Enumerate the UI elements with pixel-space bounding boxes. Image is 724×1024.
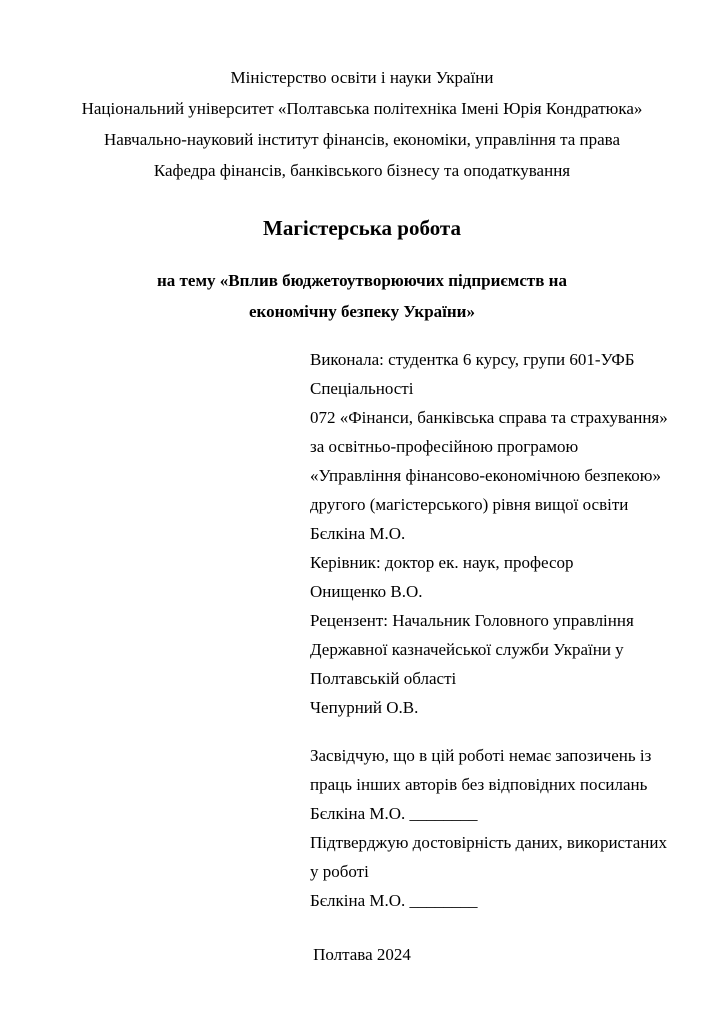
detail-line-reviewer-name: Чепурний О.В. — [310, 698, 419, 717]
attestation-signature-line: Бєлкіна М.О. ________ — [310, 804, 478, 823]
detail-line-reviewer-org: Державної казначейської служби України у — [310, 640, 624, 659]
detail-line-author: Виконала: студентка 6 курсу, групи 601-УФБ — [310, 350, 635, 369]
attestation-line-data-validity-1: Підтверджую достовірність даних, використаних — [310, 833, 667, 852]
institution-header — [0, 62, 724, 186]
detail-line-student-name: Бєлкіна М.О. — [310, 524, 406, 543]
topic-line: економічну безпеку України» — [249, 302, 475, 321]
header-line-ministry: Міністерство освіти і науки України — [230, 68, 494, 87]
detail-line-specialty-code: 072 «Фінанси, банківська справа та страхування» — [310, 408, 668, 427]
detail-line-program-name: «Управління фінансово-економічною безпекою» — [310, 466, 661, 485]
city-year-footer: Полтава 2024 — [313, 945, 411, 964]
topic-line: на тему «Вплив бюджетоутворюючих підприємств на — [157, 271, 567, 290]
attestation-signature-line: Бєлкіна М.О. ________ — [310, 891, 478, 910]
detail-line-supervisor-title: Керівник: доктор ек. наук, професор — [310, 553, 574, 572]
detail-line-supervisor-name: Онищенко В.О. — [310, 582, 423, 601]
detail-line-specialty-label: Спеціальності — [310, 379, 414, 398]
attestation-line-no-plagiarism-2: праць інших авторів без відповідних посилань — [310, 775, 648, 794]
attestation-block — [310, 741, 724, 915]
author-supervisor-block — [310, 345, 724, 722]
header-line-institute: Навчально-науковий інститут фінансів, економіки, управління та права — [103, 130, 621, 149]
detail-line-degree-level: другого (магістерського) рівня вищої освіти — [310, 495, 629, 514]
thesis-topic — [0, 265, 724, 327]
attestation-line-data-validity-2: у роботі — [310, 862, 369, 881]
attestation-line-no-plagiarism-1: Засвідчую, що в цій роботі немає запозичень із — [310, 746, 652, 765]
detail-line-reviewer-region: Полтавській області — [310, 669, 457, 688]
header-line-university: Національний університет «Полтавська політехніка Імені Юрія Кондратюка» — [81, 99, 643, 118]
detail-line-reviewer-title: Рецензент: Начальник Головного управління — [310, 611, 634, 630]
detail-line-program-label: за освітньо-професійною програмою — [310, 437, 579, 456]
header-line-department: Кафедра фінансів, банківського бізнесу та оподаткування — [153, 161, 571, 180]
page-title: Магістерська робота — [263, 216, 461, 240]
